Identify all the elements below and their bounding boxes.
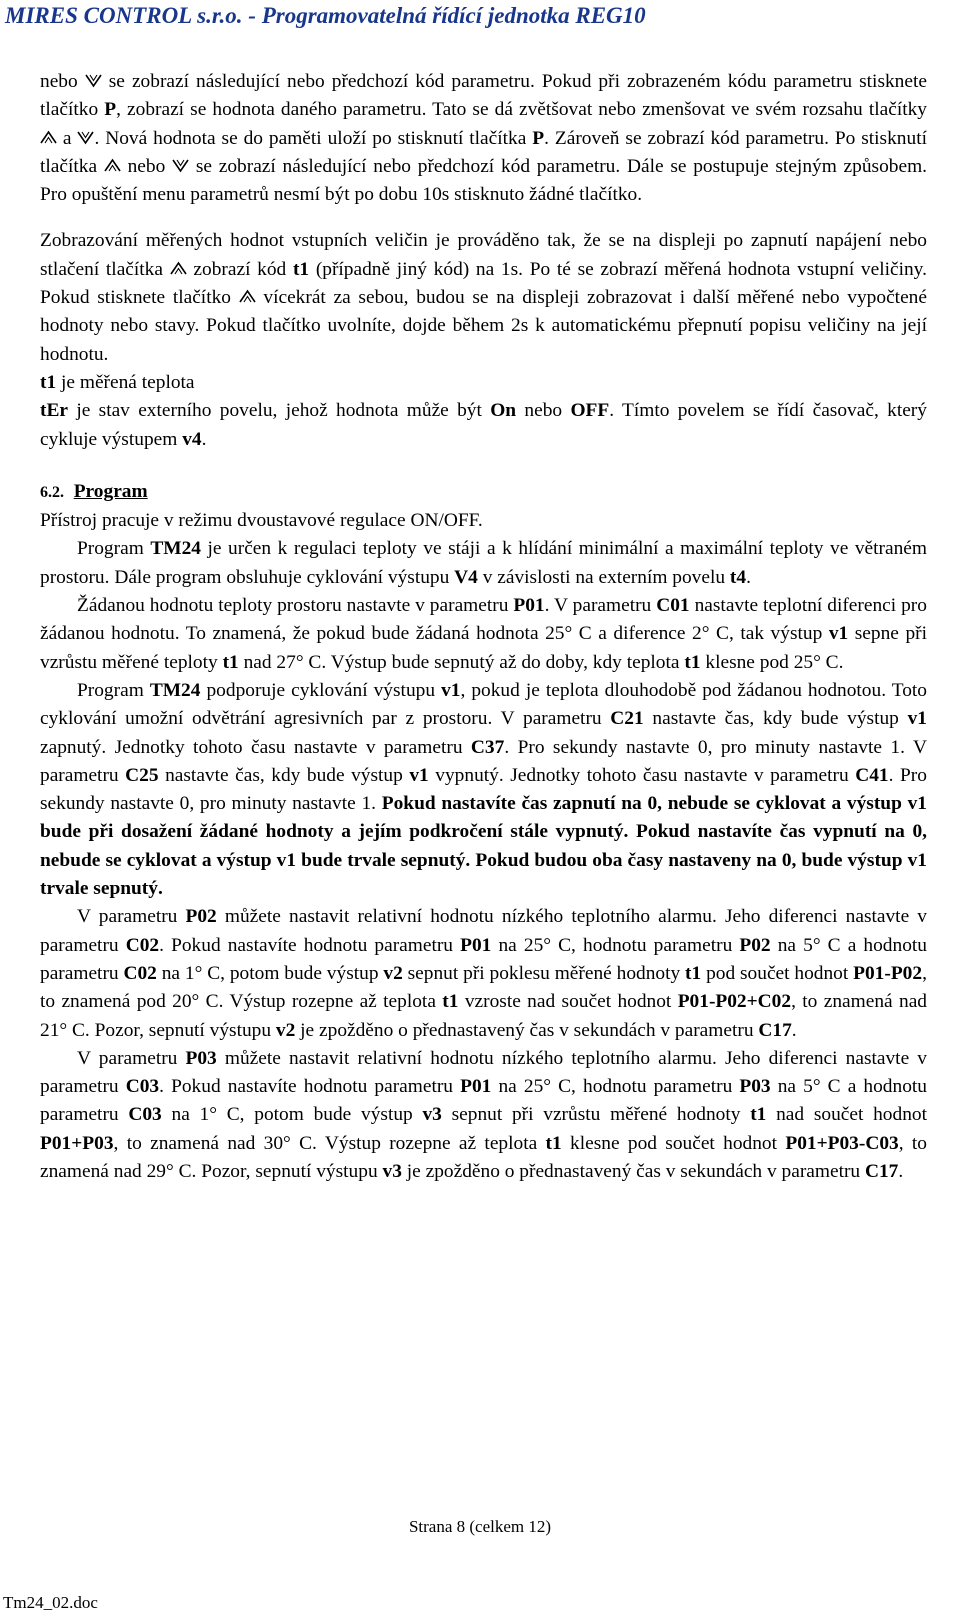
section-heading [40,478,927,507]
definition-t1: t1 je měřená teplota [40,371,195,393]
section-title: Program [73,480,148,502]
down-arrow-icon [77,130,94,145]
up-arrow-icon [40,130,57,145]
up-arrow-icon [239,289,256,304]
page-number: Strana 8 (celkem 12) [408,1517,552,1536]
definition-ter: tEr je stav externího povelu, jehož hodnota může být On nebo OFF. Tímto povelem se řídí časovač, který cykluje výstupem v4. [40,400,927,450]
paragraph-alarm-p03: V parametru P03 můžete nastavit relativní hodnotu nízkého teplotního alarmu. Jeho diferenci nastavte v parametru C03. Pokud nastavíte hodnotu parametru P01 na 25° C, hodnotu parametru P03 na 5° C a hodnotu parametru C03 na 1° C, potom bude výstup v3 sepnut při vzrůstu měřené hodnoty t1 nad součet hodnot P01+P03, to znamená nad 30° C. Výstup rozepne až teplota t1 klesne pod součet hodnot P01+P03-C03, to znamená nad 29° C. Pozor, sepnutí výstupu v3 je zpožděno o přednastavený čas v sekundách v parametru C17. [40,1047,927,1182]
document-header: MIRES CONTROL s.r.o. - Programovatelná řídící jednotka REG10 [5,3,646,28]
section-number: 6.2. [40,483,64,501]
paragraph-measured-values: Zobrazování měřených hodnot vstupních veličin je prováděno tak, že se na displeji po zapnutí napájení nebo stlačení tlačítka zobrazí kód t1 (případně jiný kód) na 1s. Po té se zobrazí měřená hodnota vstupní veličiny. Pokud stisknete tlačítko vícekrát za sebou, budou se na displeji zobrazovat i další měřené nebo vypočtené hodnoty nebo stavy. Pokud tlačítko uvolníte, dojde během 2s k automatickému přepnutí popisu veličiny na její hodnotu. [40,230,927,365]
file-name: Tm24_02.doc [3,1593,98,1612]
down-arrow-icon [172,158,189,173]
paragraph-mode: Přístroj pracuje v režimu dvoustavové regulace ON/OFF. [40,510,483,532]
paragraph-menu-navigation: nebo se zobrazí následující nebo předchozí kód parametru. Pokud při zobrazeném kódu parametru stisknete tlačítko P, zobrazí se hodnota daného parametru. Tato se dá zvětšovat nebo zmenšovat ve svém rozsahu tlačítky a . Nová hodnota se do paměti uloží po stisknutí tlačítka P. Zároveň se zobrazí kód parametru. Po stisknutí tlačítka nebo se zobrazí následující nebo předchozí kód parametru. Dále se postupuje stejným způsobem. Pro opuštění menu parametrů nesmí být po dobu 10s stisknuto žádné tlačítko. [40,71,928,206]
paragraph-program: Program TM24 je určen k regulaci teploty ve stáji a k hlídání minimální a maximální teploty ve větraném prostoru. Dále program obsluhuje cyklování výstupu V4 v závislosti na externím povelu t4. [40,538,927,588]
paragraph-low-alarm-p02: V parametru P02 můžete nastavit relativní hodnotu nízkého teplotního alarmu. Jeho diferenci nastavte v parametru C02. Pokud nastavíte hodnotu parametru P01 na 25° C, hodnotu parametru P02 na 5° C a hodnotu parametru C02 na 1° C, potom bude výstup v2 sepnut při poklesu měřené hodnoty t1 pod součet hodnot P01-P02, to znamená pod 20° C. Výstup rozepne až teplota t1 vzroste nad součet hodnot P01-P02+C02, to znamená nad 21° C. Pozor, sepnutí výstupu v2 je zpožděno o přednastavený čas v sekundách v parametru C17. [40,906,927,1041]
product-name: Programovatelná řídící jednotka REG10 [261,3,646,28]
paragraph-setpoint: Žádanou hodnotu teploty prostoru nastavte v parametru P01. V parametru C01 nastavte teplotní diferenci pro žádanou hodnotu. To znamená, že pokud bude žádaná hodnota 25° C a diference 2° C, tak výstup v1 sepne při vzrůstu měřené teploty t1 nad 27° C. Výstup bude sepnutý až do doby, kdy teplota t1 klesne pod 25° C. [40,595,927,673]
up-arrow-icon [104,158,121,173]
down-arrow-icon [85,73,102,88]
paragraph-cycling: Program TM24 podporuje cyklování výstupu v1, pokud je teplota dlouhodobě pod žádanou hodnotou. Toto cyklování umožní odvětrání agresivních par z prostoru. V parametru C21 nastavte čas, kdy bude výstup v1 zapnutý. Jednotky tohoto času nastavte v parametru C37. Pro sekundy nastavte 0, pro minuty nastavte 1. V parametru C25 nastavte čas, kdy bude výstup v1 vypnutý. Jednotky tohoto času nastavte v parametru C41. Pro sekundy nastavte 0, pro minuty nastavte 1. Pokud nastavíte čas zapnutí na 0, nebude se cyklovat a výstup v1 bude při dosažení žádané hodnoty a jejím podkročení stále vypnutý. Pokud nastavíte čas vypnutí na 0, nebude se cyklovat a výstup v1 bude trvale sepnutý. Pokud budou oba časy nastaveny na 0, bude výstup v1 trvale sepnutý. [40,679,928,900]
company-name: MIRES CONTROL s.r.o. [5,3,243,28]
up-arrow-icon [170,261,187,276]
document-body [40,68,927,1186]
